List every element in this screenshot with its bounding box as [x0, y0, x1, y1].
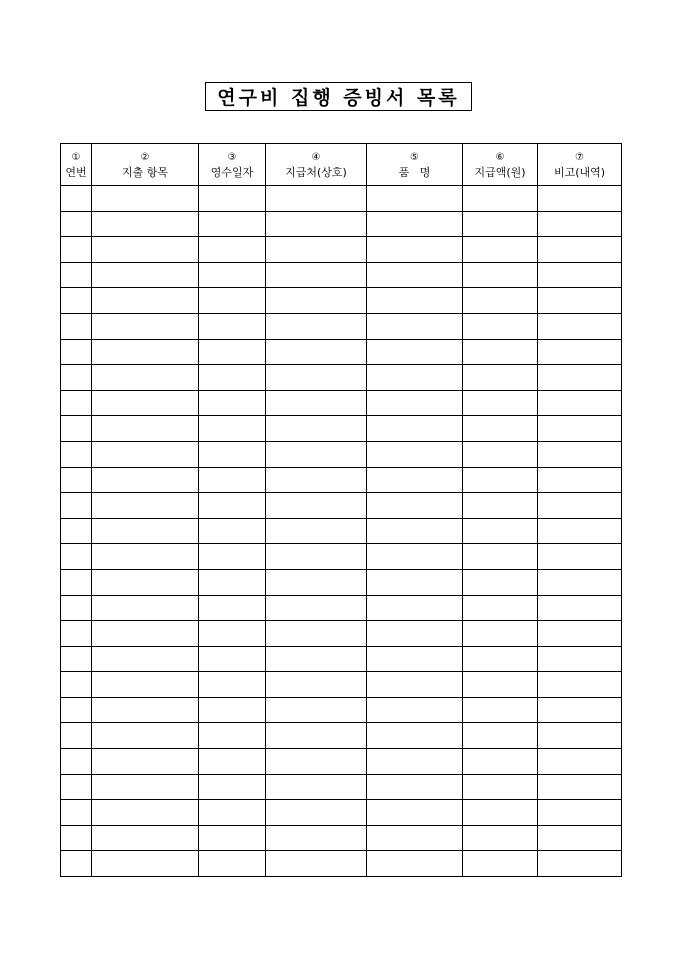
amount-cell[interactable]	[463, 186, 538, 212]
receipt-date-cell[interactable]	[199, 211, 266, 237]
serial-cell[interactable]	[61, 262, 92, 288]
table-row	[61, 518, 622, 544]
remarks-cell[interactable]	[538, 339, 622, 365]
payee-cell[interactable]	[266, 800, 367, 826]
receipt-date-cell[interactable]	[199, 774, 266, 800]
payee-cell[interactable]	[266, 595, 367, 621]
item-name-cell[interactable]	[367, 441, 463, 467]
serial-cell[interactable]	[61, 774, 92, 800]
payee-cell[interactable]	[266, 416, 367, 442]
payee-cell[interactable]	[266, 441, 367, 467]
table-row	[61, 262, 622, 288]
amount-cell[interactable]	[463, 416, 538, 442]
receipt-date-cell[interactable]	[199, 800, 266, 826]
expense-item-cell[interactable]	[92, 544, 199, 570]
remarks-cell[interactable]	[538, 416, 622, 442]
payee-cell[interactable]	[266, 621, 367, 647]
amount-cell[interactable]	[463, 544, 538, 570]
expense-item-cell[interactable]	[92, 800, 199, 826]
receipt-date-cell[interactable]	[199, 186, 266, 212]
column-number: ④	[311, 151, 321, 163]
column-number: ⑦	[575, 151, 584, 163]
remarks-cell[interactable]	[538, 211, 622, 237]
amount-cell[interactable]	[463, 825, 538, 851]
column-number: ③	[227, 151, 237, 163]
expense-item-cell[interactable]	[92, 467, 199, 493]
expense-item-cell[interactable]	[92, 569, 199, 595]
table-row	[61, 416, 622, 442]
remarks-cell[interactable]	[538, 390, 622, 416]
payee-cell[interactable]	[266, 493, 367, 519]
serial-cell[interactable]	[61, 569, 92, 595]
remarks-cell[interactable]	[538, 595, 622, 621]
item-name-cell[interactable]	[367, 697, 463, 723]
item-name-cell[interactable]	[367, 518, 463, 544]
serial-cell[interactable]	[61, 441, 92, 467]
table-row	[61, 237, 622, 263]
column-header-item-name	[367, 144, 463, 186]
item-name-cell[interactable]	[367, 390, 463, 416]
item-name-cell[interactable]	[367, 211, 463, 237]
item-name-cell[interactable]	[367, 544, 463, 570]
column-number: ①	[71, 151, 81, 163]
payee-cell[interactable]	[266, 467, 367, 493]
amount-cell[interactable]	[463, 237, 538, 263]
column-label: 연번	[65, 165, 87, 179]
table-row	[61, 851, 622, 877]
header-row	[61, 144, 622, 186]
expense-item-cell[interactable]	[92, 493, 199, 519]
serial-cell[interactable]	[61, 416, 92, 442]
receipt-date-cell[interactable]	[199, 569, 266, 595]
column-label: 비고(내역)	[553, 165, 606, 179]
column-number: ⑥	[495, 151, 505, 163]
remarks-cell[interactable]	[538, 467, 622, 493]
payee-cell[interactable]	[266, 518, 367, 544]
item-name-cell[interactable]	[367, 749, 463, 775]
payee-cell[interactable]	[266, 390, 367, 416]
payee-cell[interactable]	[266, 288, 367, 314]
serial-cell[interactable]	[61, 749, 92, 775]
serial-cell[interactable]	[61, 544, 92, 570]
column-header-receipt-date	[199, 144, 266, 186]
serial-cell[interactable]	[61, 467, 92, 493]
receipt-date-cell[interactable]	[199, 672, 266, 698]
remarks-cell[interactable]	[538, 262, 622, 288]
serial-cell[interactable]	[61, 621, 92, 647]
payee-cell[interactable]	[266, 774, 367, 800]
amount-cell[interactable]	[463, 569, 538, 595]
column-label: 지출 항목	[121, 165, 168, 179]
column-header-remarks	[538, 144, 622, 186]
receipt-date-cell[interactable]	[199, 749, 266, 775]
expense-item-cell[interactable]	[92, 621, 199, 647]
receipt-date-cell[interactable]	[199, 621, 266, 647]
item-name-cell[interactable]	[367, 723, 463, 749]
item-name-cell[interactable]	[367, 672, 463, 698]
item-name-cell[interactable]	[367, 313, 463, 339]
expense-item-cell[interactable]	[92, 749, 199, 775]
receipt-date-cell[interactable]	[199, 237, 266, 263]
table-row	[61, 672, 622, 698]
item-name-cell[interactable]	[367, 339, 463, 365]
serial-cell[interactable]	[61, 672, 92, 698]
item-name-cell[interactable]	[367, 569, 463, 595]
table-row	[61, 339, 622, 365]
amount-cell[interactable]	[463, 339, 538, 365]
remarks-cell[interactable]	[538, 621, 622, 647]
receipt-date-cell[interactable]	[199, 825, 266, 851]
receipt-date-cell[interactable]	[199, 518, 266, 544]
item-name-cell[interactable]	[367, 365, 463, 391]
column-label: 품 명	[398, 165, 431, 179]
serial-cell[interactable]	[61, 518, 92, 544]
amount-cell[interactable]	[463, 672, 538, 698]
amount-cell[interactable]	[463, 262, 538, 288]
table-row	[61, 493, 622, 519]
amount-cell[interactable]	[463, 774, 538, 800]
table-row	[61, 544, 622, 570]
amount-cell[interactable]	[463, 800, 538, 826]
table-row	[61, 621, 622, 647]
remarks-cell[interactable]	[538, 825, 622, 851]
column-label: 지급처(상호)	[285, 165, 347, 179]
item-name-cell[interactable]	[367, 800, 463, 826]
payee-cell[interactable]	[266, 825, 367, 851]
payee-cell[interactable]	[266, 186, 367, 212]
item-name-cell[interactable]	[367, 493, 463, 519]
serial-cell[interactable]	[61, 493, 92, 519]
remarks-cell[interactable]	[538, 237, 622, 263]
remarks-cell[interactable]	[538, 851, 622, 877]
remarks-cell[interactable]	[538, 774, 622, 800]
expense-item-cell[interactable]	[92, 288, 199, 314]
remarks-cell[interactable]	[538, 313, 622, 339]
item-name-cell[interactable]	[367, 186, 463, 212]
remarks-cell[interactable]	[538, 672, 622, 698]
table-row	[61, 313, 622, 339]
item-name-cell[interactable]	[367, 825, 463, 851]
receipt-date-cell[interactable]	[199, 313, 266, 339]
amount-cell[interactable]	[463, 313, 538, 339]
column-header-expense-item	[92, 144, 199, 186]
table-row	[61, 467, 622, 493]
expense-item-cell[interactable]	[92, 851, 199, 877]
serial-cell[interactable]	[61, 723, 92, 749]
payee-cell[interactable]	[266, 339, 367, 365]
amount-cell[interactable]	[463, 467, 538, 493]
serial-cell[interactable]	[61, 339, 92, 365]
amount-cell[interactable]	[463, 749, 538, 775]
column-header-payee	[266, 144, 367, 186]
expense-item-cell[interactable]	[92, 441, 199, 467]
table-row	[61, 441, 622, 467]
column-header-serial	[61, 144, 92, 186]
serial-cell[interactable]	[61, 288, 92, 314]
amount-cell[interactable]	[463, 621, 538, 647]
payee-cell[interactable]	[266, 723, 367, 749]
table-row	[61, 825, 622, 851]
table-row	[61, 749, 622, 775]
receipt-date-cell[interactable]	[199, 723, 266, 749]
table-row	[61, 390, 622, 416]
table-row	[61, 288, 622, 314]
table-row	[61, 723, 622, 749]
receipt-date-cell[interactable]	[199, 544, 266, 570]
amount-cell[interactable]	[463, 211, 538, 237]
expense-item-cell[interactable]	[92, 211, 199, 237]
receipt-date-cell[interactable]	[199, 441, 266, 467]
expense-item-cell[interactable]	[92, 646, 199, 672]
remarks-cell[interactable]	[538, 723, 622, 749]
item-name-cell[interactable]	[367, 467, 463, 493]
column-number: ②	[140, 151, 150, 163]
item-name-cell[interactable]	[367, 262, 463, 288]
remarks-cell[interactable]	[538, 365, 622, 391]
table-row	[61, 595, 622, 621]
ledger-body	[61, 186, 622, 877]
amount-cell[interactable]	[463, 723, 538, 749]
column-number: ⑤	[410, 151, 419, 163]
remarks-cell[interactable]	[538, 518, 622, 544]
expense-item-cell[interactable]	[92, 313, 199, 339]
serial-cell[interactable]	[61, 851, 92, 877]
page-title: 연구비 집행 증빙서 목록	[205, 82, 472, 111]
expense-item-cell[interactable]	[92, 518, 199, 544]
column-label: 영수일자	[210, 165, 254, 179]
item-name-cell[interactable]	[367, 595, 463, 621]
serial-cell[interactable]	[61, 595, 92, 621]
expense-item-cell[interactable]	[92, 262, 199, 288]
item-name-cell[interactable]	[367, 774, 463, 800]
expense-item-cell[interactable]	[92, 825, 199, 851]
remarks-cell[interactable]	[538, 697, 622, 723]
table-row	[61, 697, 622, 723]
table-row	[61, 211, 622, 237]
item-name-cell[interactable]	[367, 851, 463, 877]
amount-cell[interactable]	[463, 595, 538, 621]
payee-cell[interactable]	[266, 569, 367, 595]
payee-cell[interactable]	[266, 313, 367, 339]
expense-item-cell[interactable]	[92, 339, 199, 365]
amount-cell[interactable]	[463, 493, 538, 519]
amount-cell[interactable]	[463, 441, 538, 467]
remarks-cell[interactable]	[538, 544, 622, 570]
expense-item-cell[interactable]	[92, 697, 199, 723]
serial-cell[interactable]	[61, 646, 92, 672]
receipt-date-cell[interactable]	[199, 595, 266, 621]
receipt-date-cell[interactable]	[199, 467, 266, 493]
serial-cell[interactable]	[61, 390, 92, 416]
receipt-date-cell[interactable]	[199, 365, 266, 391]
amount-cell[interactable]	[463, 390, 538, 416]
remarks-cell[interactable]	[538, 569, 622, 595]
amount-cell[interactable]	[463, 697, 538, 723]
remarks-cell[interactable]	[538, 288, 622, 314]
receipt-date-cell[interactable]	[199, 390, 266, 416]
serial-cell[interactable]	[61, 800, 92, 826]
serial-cell[interactable]	[61, 186, 92, 212]
remarks-cell[interactable]	[538, 800, 622, 826]
table-row	[61, 800, 622, 826]
expense-item-cell[interactable]	[92, 237, 199, 263]
expense-item-cell[interactable]	[92, 723, 199, 749]
payee-cell[interactable]	[266, 851, 367, 877]
expense-item-cell[interactable]	[92, 390, 199, 416]
payee-cell[interactable]	[266, 237, 367, 263]
receipt-date-cell[interactable]	[199, 416, 266, 442]
table-row	[61, 646, 622, 672]
receipt-date-cell[interactable]	[199, 288, 266, 314]
expense-ledger-table	[60, 143, 622, 877]
table-row	[61, 365, 622, 391]
serial-cell[interactable]	[61, 697, 92, 723]
payee-cell[interactable]	[266, 544, 367, 570]
item-name-cell[interactable]	[367, 621, 463, 647]
item-name-cell[interactable]	[367, 416, 463, 442]
receipt-date-cell[interactable]	[199, 493, 266, 519]
amount-cell[interactable]	[463, 851, 538, 877]
serial-cell[interactable]	[61, 313, 92, 339]
remarks-cell[interactable]	[538, 646, 622, 672]
payee-cell[interactable]	[266, 672, 367, 698]
table-row	[61, 569, 622, 595]
receipt-date-cell[interactable]	[199, 697, 266, 723]
table-row	[61, 186, 622, 212]
expense-item-cell[interactable]	[92, 186, 199, 212]
amount-cell[interactable]	[463, 288, 538, 314]
amount-cell[interactable]	[463, 518, 538, 544]
column-header-amount	[463, 144, 538, 186]
expense-item-cell[interactable]	[92, 774, 199, 800]
payee-cell[interactable]	[266, 211, 367, 237]
payee-cell[interactable]	[266, 365, 367, 391]
expense-item-cell[interactable]	[92, 416, 199, 442]
serial-cell[interactable]	[61, 825, 92, 851]
receipt-date-cell[interactable]	[199, 851, 266, 877]
expense-item-cell[interactable]	[92, 365, 199, 391]
item-name-cell[interactable]	[367, 646, 463, 672]
item-name-cell[interactable]	[367, 237, 463, 263]
remarks-cell[interactable]	[538, 441, 622, 467]
expense-item-cell[interactable]	[92, 595, 199, 621]
amount-cell[interactable]	[463, 365, 538, 391]
remarks-cell[interactable]	[538, 186, 622, 212]
payee-cell[interactable]	[266, 697, 367, 723]
payee-cell[interactable]	[266, 262, 367, 288]
serial-cell[interactable]	[61, 365, 92, 391]
remarks-cell[interactable]	[538, 493, 622, 519]
remarks-cell[interactable]	[538, 749, 622, 775]
serial-cell[interactable]	[61, 211, 92, 237]
item-name-cell[interactable]	[367, 288, 463, 314]
receipt-date-cell[interactable]	[199, 339, 266, 365]
payee-cell[interactable]	[266, 646, 367, 672]
amount-cell[interactable]	[463, 646, 538, 672]
serial-cell[interactable]	[61, 237, 92, 263]
payee-cell[interactable]	[266, 749, 367, 775]
expense-item-cell[interactable]	[92, 672, 199, 698]
column-label: 지급액(원)	[474, 165, 526, 179]
receipt-date-cell[interactable]	[199, 262, 266, 288]
table-row	[61, 774, 622, 800]
receipt-date-cell[interactable]	[199, 646, 266, 672]
